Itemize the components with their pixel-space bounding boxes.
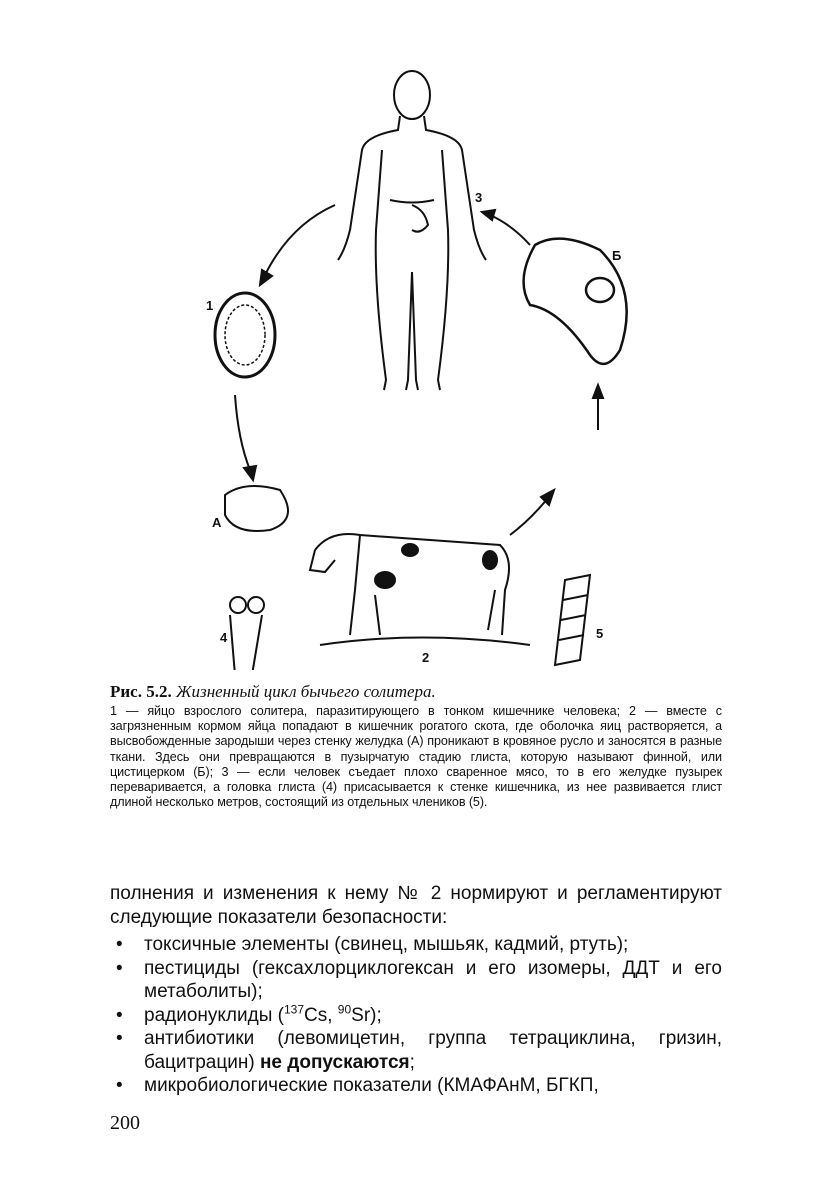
bullet-marker: •	[116, 957, 123, 979]
list-item-bold: не допускаются	[259, 1051, 410, 1073]
intro-paragraph: полнения и изменения к нему № 2 нормируют и регламентируют следующие показатели безопасности:	[110, 883, 722, 928]
list-item-text-pre: радионуклиды (	[144, 1004, 284, 1026]
life-cycle-figure	[150, 50, 690, 670]
egg-drawing	[215, 293, 275, 377]
isotope-mass-sr: 90	[337, 1002, 352, 1017]
page-number: 200	[110, 1112, 140, 1134]
tapeworm-segments-drawing	[555, 575, 590, 665]
bullet-marker: •	[116, 1028, 123, 1049]
list-item	[110, 1074, 722, 1098]
figure-caption	[110, 682, 722, 810]
bullet-marker: •	[116, 1075, 123, 1096]
list-item	[110, 933, 722, 957]
caption-title: Жизненный цикл бычьего солитера.	[175, 682, 436, 701]
cycle-arrows	[235, 205, 603, 535]
label-4: 4	[220, 630, 228, 645]
list-item	[110, 957, 722, 1004]
list-item-text: пестициды (гексахлорциклогексан и его изомеры, ДДТ и его метаболиты);	[144, 957, 722, 1002]
bullet-marker: •	[116, 934, 123, 955]
list-item	[110, 1004, 722, 1028]
label-3: 3	[475, 190, 483, 205]
caption-number: Рис. 5.2.	[110, 682, 172, 701]
list-item-text-post: Sr);	[351, 1004, 382, 1026]
main-text	[110, 882, 722, 1098]
list-item-text-mid: Cs,	[304, 1004, 338, 1026]
label-b: Б	[612, 248, 622, 263]
list-item-tail: ;	[409, 1051, 415, 1073]
tapeworm-head-drawing	[230, 597, 264, 670]
human-figure	[338, 71, 486, 390]
list-item-text: антибиотики (левомицетин, группа тетрациклина, гризин, бацитрацин)	[144, 1028, 722, 1073]
label-2: 2	[422, 650, 430, 665]
label-a: А	[212, 515, 222, 530]
label-1: 1	[206, 298, 214, 313]
safety-indicators-list	[110, 933, 722, 1098]
isotope-mass-cs: 137	[283, 1002, 304, 1017]
caption-text: 1 — яйцо взрослого солитера, паразитирующего в тонком кишечнике человека; 2 — вместе с загрязненным кормом яйца попадают в кишечник рогатого скота, где оболочка яиц растворяется, а высвобожденные зародыши через стенку желудка (А) проникают в кровяное русло и заносятся в разные ткани. Здесь они превращаются в пузырчатую стадию глиста, которую называют финной, или цистицерком (Б); 3 — если человек съедает плохо сваренное мясо, то в его желудке пузырек переваривается, а головка глиста (4) присасывается к стенке кишечника, из нее развивается глист длиной несколько метров, состоящий из отдельных члеников (5).	[110, 704, 722, 810]
list-item-text: микробиологические показатели (КМАФАнМ, БГКП,	[144, 1075, 599, 1096]
label-5: 5	[596, 626, 604, 641]
cow-drawing	[310, 534, 530, 645]
list-item	[110, 1027, 722, 1074]
life-cycle-illustration	[150, 50, 690, 670]
list-item-text: токсичные элементы (свинец, мышьяк, кадмий, ртуть);	[144, 934, 629, 955]
caption-title-line	[110, 682, 722, 702]
stomach-drawing	[225, 486, 288, 531]
bullet-marker: •	[116, 1004, 123, 1026]
